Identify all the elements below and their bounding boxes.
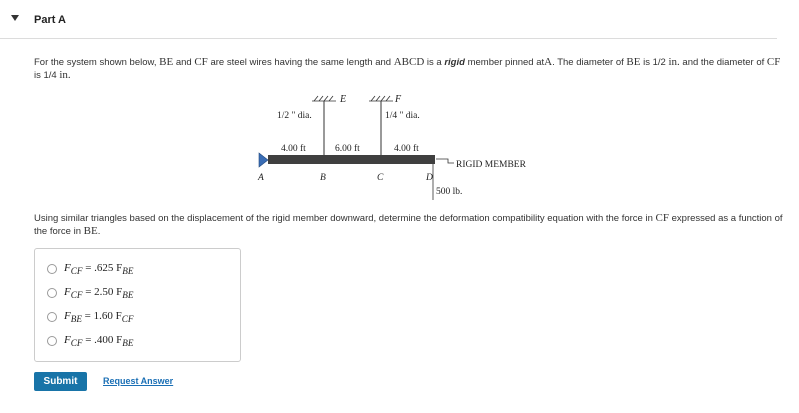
part-header[interactable] [0,0,777,39]
dim-bc: 6.00 ft [335,144,360,154]
part-title: Part A [34,14,66,26]
choice-3[interactable]: $F_{BE} = 1.60$ $F_{CF}$ [47,309,133,325]
rigid-member-label: RIGID MEMBER [456,160,526,170]
radio-button[interactable] [47,264,57,274]
label-a: A [258,173,264,183]
rigid-member-leader [436,159,454,163]
dim-cd: 4.00 ft [394,144,419,154]
label-b: B [320,173,326,183]
dim-ab: 4.00 ft [281,144,306,154]
label-d: D [426,173,433,183]
load-label: 500 lb. [436,187,463,197]
request-answer-link[interactable]: Request Answer [103,376,174,386]
submit-button[interactable]: Submit [34,372,87,391]
choice-1[interactable]: $F_{CF} = .625$ $F_{BE}$ [47,261,133,277]
collapse-caret-icon[interactable] [11,15,19,21]
label-f: F [395,94,402,105]
label-e: E [340,94,347,105]
label-c: C [377,173,384,183]
ceiling-support-e [312,96,336,101]
choice-4[interactable]: $F_{CF} = .400$ $F_{BE}$ [47,333,133,349]
ceiling-support-f [369,96,393,101]
question-prompt: Using similar triangles based on the displacement of the rigid member downward, determine the deformation compatibility equation with the force in CF expressed as a function of the force in BE. [34,212,783,237]
pin-support-a [259,153,268,167]
radio-button[interactable] [47,336,57,346]
dia-be-label: 1/2 " dia. [277,111,312,121]
answer-choices [34,248,241,362]
rigid-beam [268,155,435,164]
choice-2[interactable]: $F_{CF} = 2.50$ $F_{BE}$ [47,285,133,301]
radio-button[interactable] [47,312,57,322]
radio-button[interactable] [47,288,57,298]
beam-figure [250,88,560,200]
dia-cf-label: 1/4 " dia. [385,111,420,121]
question-intro: For the system shown below, BE and CF are steel wires having the same length and ABCD is a rigid member pinned atA. The diameter of BE is 1/2 in. and the diameter of CF is 1/4 in. [34,56,781,81]
